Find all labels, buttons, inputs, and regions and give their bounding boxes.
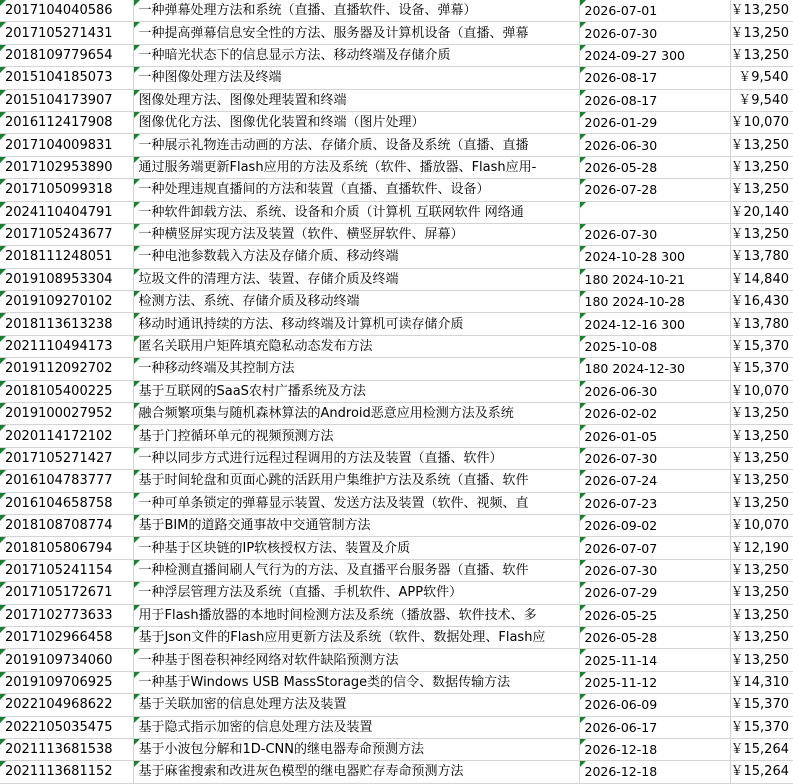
cell-price[interactable]: ￥15,264 [730,738,793,760]
table-row[interactable] [0,67,793,89]
cell-title[interactable]: 基于Json文件的Flash应用更新方法及系统（软件、数据处理、Flash应 [133,626,579,648]
cell-title[interactable]: 基于门控循环单元的视频预测方法 [133,425,579,447]
cell-patent-id[interactable]: 2017105271427 [0,447,133,469]
table-row[interactable] [0,156,793,178]
cell-price[interactable]: ￥15,370 [730,716,793,738]
cell-patent-id[interactable]: 2017105243677 [0,223,133,245]
cell-price[interactable]: ￥13,250 [730,559,793,581]
cell-title[interactable]: 融合频繁项集与随机森林算法的Android恶意应用检测方法及系统 [133,403,579,425]
cell-date[interactable]: 2026-06-17 [579,716,730,738]
cell-price[interactable]: ￥13,250 [730,156,793,178]
cell-price[interactable]: ￥15,370 [730,335,793,357]
cell-date[interactable]: 2025-11-14 [579,649,730,671]
cell-date[interactable]: 2026-09-02 [579,514,730,536]
cell-title[interactable]: 基于隐式指示加密的信息处理方法及装置 [133,716,579,738]
cell-title[interactable]: 垃圾文件的清理方法、装置、存储介质及终端 [133,268,579,290]
table-row[interactable] [0,268,793,290]
cell-price[interactable]: ￥14,310 [730,671,793,693]
cell-title[interactable]: 一种浮层管理方法及系统（直播、手机软件、APP软件） [133,582,579,604]
table-row[interactable] [0,89,793,111]
cell-price[interactable]: ￥13,250 [730,470,793,492]
cell-patent-id[interactable]: 2021113681538 [0,738,133,760]
table-row[interactable] [0,761,793,783]
cell-title[interactable]: 一种电池参数载入方法及存储介质、移动终端 [133,246,579,268]
cell-price[interactable]: ￥13,250 [730,492,793,514]
cell-price[interactable]: ￥13,250 [730,447,793,469]
cell-title[interactable]: 基于BIM的道路交通事故中交通管制方法 [133,514,579,536]
cell-patent-id[interactable]: 2018105806794 [0,537,133,559]
cell-patent-id[interactable]: 2017105241154 [0,559,133,581]
table-row[interactable] [0,134,793,156]
cell-title[interactable]: 一种可单条锁定的弹幕显示装置、发送方法及装置（软件、视频、直 [133,492,579,514]
cell-title[interactable]: 检测方法、系统、存储介质及移动终端 [133,291,579,313]
cell-patent-id[interactable]: 2019108953304 [0,268,133,290]
cell-title[interactable]: 匿名关联用户矩阵填充隐私动态发布方法 [133,335,579,357]
table-row[interactable] [0,223,793,245]
cell-date[interactable]: 2026-05-25 [579,604,730,626]
cell-title[interactable]: 一种提高弹幕信息安全性的方法、服务器及计算机设备（直播、弹幕 [133,22,579,44]
cell-patent-id[interactable]: 2015104185073 [0,67,133,89]
cell-patent-id[interactable]: 2015104173907 [0,89,133,111]
cell-price[interactable]: ￥13,250 [730,179,793,201]
cell-date[interactable]: 2024-12-16 300 [579,313,730,335]
table-row[interactable] [0,179,793,201]
cell-patent-id[interactable]: 2016104658758 [0,492,133,514]
cell-date[interactable]: 2026-05-28 [579,156,730,178]
cell-title[interactable]: 图像优化方法、图像优化装置和终端（图片处理） [133,111,579,133]
cell-patent-id[interactable]: 2017102773633 [0,604,133,626]
table-row[interactable] [0,447,793,469]
cell-title[interactable]: 通过服务端更新Flash应用的方法及系统（软件、播放器、Flash应用- [133,156,579,178]
table-row[interactable] [0,559,793,581]
table-row[interactable] [0,44,793,66]
table-row[interactable] [0,470,793,492]
cell-date[interactable]: 2026-08-17 [579,67,730,89]
table-row[interactable] [0,380,793,402]
cell-date[interactable]: 2024-09-27 300 [579,44,730,66]
table-row[interactable] [0,649,793,671]
table-row[interactable] [0,604,793,626]
cell-title[interactable]: 一种以同步方式进行远程过程调用的方法及装置（直播、软件） [133,447,579,469]
table-row[interactable] [0,246,793,268]
cell-date[interactable]: 2026-06-30 [579,134,730,156]
table-row[interactable] [0,0,793,22]
cell-price[interactable]: ￥10,070 [730,514,793,536]
cell-date[interactable]: 2026-12-18 [579,761,730,783]
cell-price[interactable]: ￥13,250 [730,403,793,425]
table-row[interactable] [0,403,793,425]
cell-date[interactable]: 2025-11-12 [579,671,730,693]
cell-date[interactable]: 180 2024-10-28 [579,291,730,313]
cell-date[interactable]: 2026-07-01 [579,0,730,22]
cell-price[interactable]: ￥13,780 [730,246,793,268]
table-row[interactable] [0,358,793,380]
cell-patent-id[interactable]: 2017104040586 [0,0,133,22]
cell-patent-id[interactable]: 2016104783777 [0,470,133,492]
cell-patent-id[interactable]: 2019100027952 [0,403,133,425]
cell-title[interactable]: 基于时间轮盘和页面心跳的活跃用户集维护方法及系统（直播、软件 [133,470,579,492]
cell-title[interactable]: 一种移动终端及其控制方法 [133,358,579,380]
cell-price[interactable]: ￥14,840 [730,268,793,290]
table-row[interactable] [0,335,793,357]
table-row[interactable] [0,582,793,604]
cell-patent-id[interactable]: 2021110494173 [0,335,133,357]
cell-title[interactable]: 一种处理违规直播间的方法和装置（直播、直播软件、设备） [133,179,579,201]
cell-price[interactable]: ￥13,780 [730,313,793,335]
cell-date[interactable]: 2026-08-17 [579,89,730,111]
cell-title[interactable]: 基于小波包分解和1D-CNN的继电器寿命预测方法 [133,738,579,760]
cell-price[interactable]: ￥13,250 [730,44,793,66]
cell-price[interactable]: ￥13,250 [730,425,793,447]
cell-price[interactable]: ￥9,540 [730,67,793,89]
cell-title[interactable]: 移动时通讯持续的方法、移动终端及计算机可读存储介质 [133,313,579,335]
cell-title[interactable]: 一种基于Windows USB MassStorage类的信令、数据传输方法 [133,671,579,693]
cell-price[interactable]: ￥12,190 [730,537,793,559]
cell-price[interactable]: ￥13,250 [730,582,793,604]
cell-date[interactable]: 2024-10-28 300 [579,246,730,268]
cell-date[interactable]: 2026-07-29 [579,582,730,604]
cell-price[interactable]: ￥13,250 [730,604,793,626]
table-row[interactable] [0,671,793,693]
table-row[interactable] [0,716,793,738]
cell-date[interactable]: 2026-07-07 [579,537,730,559]
cell-patent-id[interactable]: 2018105400225 [0,380,133,402]
cell-title[interactable]: 一种基于图卷积神经网络对软件缺陷预测方法 [133,649,579,671]
cell-title[interactable]: 基于互联网的SaaS农村广播系统及方法 [133,380,579,402]
cell-title[interactable]: 图像处理方法、图像处理装置和终端 [133,89,579,111]
cell-date[interactable]: 2026-06-09 [579,694,730,716]
cell-patent-id[interactable]: 2017105271431 [0,22,133,44]
cell-price[interactable]: ￥16,430 [730,291,793,313]
cell-title[interactable]: 基于关联加密的信息处理方法及装置 [133,694,579,716]
cell-patent-id[interactable]: 2016112417908 [0,111,133,133]
cell-price[interactable]: ￥13,250 [730,649,793,671]
cell-title[interactable]: 一种横竖屏实现方法及装置（软件、横竖屏软件、屏幕） [133,223,579,245]
cell-date[interactable]: 2026-06-30 [579,380,730,402]
table-row[interactable] [0,313,793,335]
cell-title[interactable]: 一种软件卸载方法、系统、设备和介质（计算机 互联网软件 网络通 [133,201,579,223]
cell-patent-id[interactable]: 2017102953890 [0,156,133,178]
cell-title[interactable]: 用于Flash播放器的本地时间检测方法及系统（播放器、软件技术、多 [133,604,579,626]
cell-date[interactable] [579,201,730,223]
cell-date[interactable]: 2026-07-30 [579,559,730,581]
cell-patent-id[interactable]: 2018113613238 [0,313,133,335]
table-row[interactable] [0,738,793,760]
cell-price[interactable]: ￥13,250 [730,223,793,245]
cell-patent-id[interactable]: 2022104968622 [0,694,133,716]
cell-date[interactable]: 2026-07-30 [579,447,730,469]
cell-patent-id[interactable]: 2020114172102 [0,425,133,447]
cell-price[interactable]: ￥13,250 [730,626,793,648]
cell-patent-id[interactable]: 2017102966458 [0,626,133,648]
table-row[interactable] [0,291,793,313]
table-row[interactable] [0,626,793,648]
table-row[interactable] [0,514,793,536]
cell-patent-id[interactable]: 2019109734060 [0,649,133,671]
cell-patent-id[interactable]: 2024110404791 [0,201,133,223]
cell-date[interactable]: 2026-07-23 [579,492,730,514]
cell-patent-id[interactable]: 2019109706925 [0,671,133,693]
cell-price[interactable]: ￥13,250 [730,134,793,156]
cell-title[interactable]: 一种展示礼物连击动画的方法、存储介质、设备及系统（直播、直播 [133,134,579,156]
cell-price[interactable]: ￥13,250 [730,22,793,44]
cell-date[interactable]: 2026-05-28 [579,626,730,648]
cell-price[interactable]: ￥13,250 [730,0,793,22]
cell-title[interactable]: 一种弹幕处理方法和系统（直播、直播软件、设备、弹幕） [133,0,579,22]
cell-patent-id[interactable]: 2017105172671 [0,582,133,604]
cell-price[interactable]: ￥15,264 [730,761,793,783]
cell-title[interactable]: 一种图像处理方法及终端 [133,67,579,89]
table-row[interactable] [0,201,793,223]
table-row[interactable] [0,111,793,133]
cell-price[interactable]: ￥10,070 [730,111,793,133]
cell-price[interactable]: ￥10,070 [730,380,793,402]
cell-price[interactable]: ￥20,140 [730,201,793,223]
cell-date[interactable]: 180 2024-10-21 [579,268,730,290]
cell-date[interactable]: 2026-07-30 [579,223,730,245]
cell-patent-id[interactable]: 2022105035475 [0,716,133,738]
cell-date[interactable]: 180 2024-12-30 [579,358,730,380]
cell-date[interactable]: 2026-12-18 [579,738,730,760]
table-row[interactable] [0,425,793,447]
table-row[interactable] [0,22,793,44]
table-row[interactable] [0,694,793,716]
table-row[interactable] [0,537,793,559]
cell-patent-id[interactable]: 2018109779654 [0,44,133,66]
cell-title[interactable]: 基于麻雀搜索和改进灰色模型的继电器贮存寿命预测方法 [133,761,579,783]
cell-date[interactable]: 2026-07-28 [579,179,730,201]
cell-price[interactable]: ￥15,370 [730,694,793,716]
cell-title[interactable]: 一种检测直播间刷人气行为的方法、及直播平台服务器（直播、软件 [133,559,579,581]
cell-patent-id[interactable]: 2017105099318 [0,179,133,201]
cell-date[interactable]: 2026-01-05 [579,425,730,447]
cell-title[interactable]: 一种暗光状态下的信息显示方法、移动终端及存储介质 [133,44,579,66]
cell-patent-id[interactable]: 2018108708774 [0,514,133,536]
cell-date[interactable]: 2026-02-02 [579,403,730,425]
table-row[interactable] [0,492,793,514]
cell-patent-id[interactable]: 2021113681152 [0,761,133,783]
cell-price[interactable]: ￥15,370 [730,358,793,380]
cell-patent-id[interactable]: 2018111248051 [0,246,133,268]
cell-date[interactable]: 2026-07-24 [579,470,730,492]
cell-date[interactable]: 2026-01-29 [579,111,730,133]
cell-title[interactable]: 一种基于区块链的IP软核授权方法、装置及介质 [133,537,579,559]
cell-price[interactable]: ￥9,540 [730,89,793,111]
cell-patent-id[interactable]: 2019109270102 [0,291,133,313]
cell-patent-id[interactable]: 2017104009831 [0,134,133,156]
cell-patent-id[interactable]: 2019112092702 [0,358,133,380]
cell-date[interactable]: 2026-07-30 [579,22,730,44]
cell-date[interactable]: 2025-10-08 [579,335,730,357]
